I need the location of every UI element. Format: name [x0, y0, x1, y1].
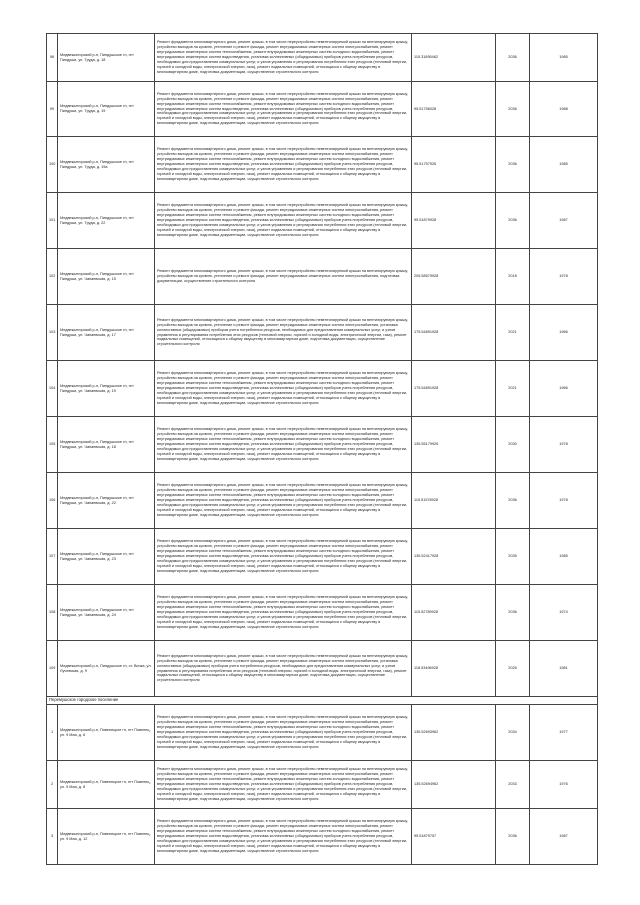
cost-cell: 95.51756028 — [412, 82, 496, 137]
cost-cell: 135.55179926 — [412, 417, 496, 473]
planned-year-cell: 2036 — [496, 34, 530, 82]
address-cell: Медвежьегорский р-н, Пиндушское гп, пгт Пиндуши, ул. Труда, д. 18 — [58, 34, 155, 82]
cost-cell: 115.31895462 — [412, 34, 496, 82]
planned-year-cell: 2036 — [496, 473, 530, 529]
table-row — [47, 473, 598, 529]
build-year-cell: 1966 — [530, 361, 598, 417]
planned-year-cell: 2021 — [496, 361, 530, 417]
cost-cell: 115.51578928 — [412, 473, 496, 529]
cost-cell: 115.52789928 — [412, 585, 496, 641]
table-row — [47, 761, 598, 809]
row-number-cell: 100 — [47, 137, 58, 193]
address-cell: Медвежьегорский р-н, Пиндушское гп, пгт Пиндуши, ул. Чапаевская, д. 23 — [58, 529, 155, 585]
address-cell: Медвежьегорский р-н, Пиндушское гп, пгт Пиндуши, ул. Чапаевская, д. 18 — [58, 417, 155, 473]
address-cell: Медвежьегорский р-н, Пиндушское гп, пгт Пиндуши, ул. Чапаевская, д. 17 — [58, 305, 155, 361]
capital-repair-table — [46, 33, 598, 865]
build-year-cell: 1987 — [530, 809, 598, 865]
address-cell: Медвежьегорский р-н, Пиндушское гп, ст. Вичка, ул. Лучевская, д. 9 — [58, 641, 155, 697]
cost-cell: 135.52417928 — [412, 529, 496, 585]
table-row — [47, 82, 598, 137]
table-row — [47, 249, 598, 305]
row-number-cell: 109 — [47, 641, 58, 697]
address-cell: Медвежьегорский р-н, Повенецкое гп, пгт Повенец, ул. 9 Мая, д. 6 — [58, 705, 155, 761]
row-number-cell: 107 — [47, 529, 58, 585]
address-cell: Медвежьегорский р-н, Повенецкое гп, пгт Повенец, ул. 9 Мая, д. 12 — [58, 809, 155, 865]
works-description-cell: Ремонт фундамента многоквартирного дома, ремонт крыши, в том числе переустройство невентилируемой крыши на вентилируемую крышу, устройство выходов на кровлю, утепление и ремонт фасада, ремонт внутридомовых инженерных систем электроснабжения, ремонт внутридомовых инженерных систем теплоснабжения, ремонт внутридомовых инженерных систем холодного водоснабжения, ремонт внутридомовых инженерных систем водоотведения, установка коллективных (общедомовых) приборов учета потребления ресурсов, необходимых для предоставления коммунальных услуг, и узлов управления и регулирования потребления этих ресурсов (тепловой энергии, горячей и холодной воды, электрической энергии, газа), ремонт подвальных помещений, относящихся к общему имуществу в многоквартирном доме, подготовка документации, осуществление строительного контроля — [155, 809, 412, 865]
row-number-cell: 2 — [47, 761, 58, 809]
planned-year-cell: 2036 — [496, 137, 530, 193]
cost-cell: 135.52693962 — [412, 705, 496, 761]
row-number-cell: 3 — [47, 809, 58, 865]
planned-year-cell: 2030 — [496, 417, 530, 473]
build-year-cell: 1985 — [530, 529, 598, 585]
table-row — [47, 137, 598, 193]
table-row — [47, 361, 598, 417]
cost-cell: 175.54891928 — [412, 361, 496, 417]
address-cell: Медвежьегорский р-н, Пиндушское гп, пгт Пиндуши, ул. Чапаевская, д. 19 — [58, 361, 155, 417]
table-row — [47, 193, 598, 249]
planned-year-cell: 2034 — [496, 705, 530, 761]
works-description-cell: Ремонт фундамента многоквартирного дома, ремонт крыши, в том числе переустройство невентилируемой крыши на вентилируемую крышу, устройство выходов на кровлю, утепление и ремонт фасада, ремонт внутридомовых инженерных систем электроснабжения, ремонт внутридомовых инженерных систем теплоснабжения, ремонт внутридомовых инженерных систем холодного водоснабжения, ремонт внутридомовых инженерных систем водоотведения, установка коллективных (общедомовых) приборов учета потребления ресурсов, необходимых для предоставления коммунальных услуг, и узлов управления и регулирования потребления этих ресурсов (тепловой энергии, горячей и холодной воды, электрической энергии, газа), ремонт подвальных помещений, относящихся к общему имуществу в многоквартирном доме, подготовка документации, осуществление строительного контроля — [155, 137, 412, 193]
build-year-cell: 1985 — [530, 137, 598, 193]
planned-year-cell: 2035 — [496, 529, 530, 585]
planned-year-cell: 2036 — [496, 809, 530, 865]
planned-year-cell: 2036 — [496, 193, 530, 249]
works-description-cell: Ремонт фундамента многоквартирного дома, ремонт крыши, в том числе переустройство невентилируемой крыши на вентилируемую крышу, устройство выходов на кровлю, утепление и ремонт фасада, ремонт внутридомовых инженерных систем электроснабжения, подготовка документации, осуществление строительного контроля — [155, 249, 412, 305]
row-number-cell: 98 — [47, 34, 58, 82]
works-description-cell: Ремонт фундамента многоквартирного дома, ремонт крыши, в том числе переустройство невентилируемой крыши на вентилируемую крышу, устройство выходов на кровлю, утепление и ремонт фасада, ремонт внутридомовых инженерных систем электроснабжения, ремонт внутридомовых инженерных систем теплоснабжения, ремонт внутридомовых инженерных систем холодного водоснабжения, ремонт внутридомовых инженерных систем водоотведения, установка коллективных (общедомовых) приборов учета потребления ресурсов, необходимых для предоставления коммунальных услуг, и узлов управления и регулирования потребления этих ресурсов (тепловой энергии, горячей и холодной воды, электрической энергии, газа), ремонт подвальных помещений, относящихся к общему имуществу в многоквартирном доме, подготовка документации, осуществление строительного контроля — [155, 361, 412, 417]
section-title: Перемушское городское поселение — [47, 697, 598, 705]
address-cell: Медвежьегорский р-н, Повенецкое гп, пгт Повенец, ул. 9 Мая, д. 8 — [58, 761, 155, 809]
table-row — [47, 305, 598, 361]
build-year-cell: 1985 — [530, 34, 598, 82]
table-row — [47, 641, 598, 697]
planned-year-cell: 2036 — [496, 82, 530, 137]
table-row — [47, 585, 598, 641]
works-description-cell: Ремонт фундамента многоквартирного дома, ремонт крыши, в том числе переустройство невентилируемой крыши на вентилируемую крышу, устройство выходов на кровлю, утепление и ремонт фасада, ремонт внутридомовых инженерных систем электроснабжения, ремонт внутридомовых инженерных систем теплоснабжения, ремонт внутридомовых инженерных систем холодного водоснабжения, ремонт внутридомовых инженерных систем водоотведения, установка коллективных (общедомовых) приборов учета потребления ресурсов, необходимых для предоставления коммунальных услуг, и узлов управления и регулирования потребления этих ресурсов (тепловой энергии, горячей и холодной воды, электрической энергии, газа), ремонт подвальных помещений, относящихся к общему имуществу в многоквартирном доме, подготовка документации, осуществление строительного контроля — [155, 193, 412, 249]
table-row — [47, 34, 598, 82]
works-description-cell: Ремонт фундамента многоквартирного дома, ремонт крыши, в том числе переустройство невентилируемой крыши на вентилируемую крышу, устройство выходов на кровлю, утепление и ремонт фасада, ремонт внутридомовых инженерных систем электроснабжения, ремонт внутридомовых инженерных систем теплоснабжения, ремонт внутридомовых инженерных систем холодного водоснабжения, ремонт внутридомовых инженерных систем водоотведения, установка коллективных (общедомовых) приборов учета потребления ресурсов, необходимых для предоставления коммунальных услуг, и узлов управления и регулирования потребления этих ресурсов (тепловой энергии, горячей и холодной воды, электрической энергии, газа), ремонт подвальных помещений, относящихся к общему имуществу в многоквартирном доме, подготовка документации, осуществление строительного контроля — [155, 705, 412, 761]
cost-cell: 95.51879757 — [412, 809, 496, 865]
works-description-cell: Ремонт фундамента многоквартирного дома, ремонт крыши, в том числе переустройство невентилируемой крыши на вентилируемую крышу, устройство выходов на кровлю, утепление и ремонт фасада, ремонт внутридомовых инженерных систем электроснабжения, ремонт внутридомовых инженерных систем теплоснабжения, ремонт внутридомовых инженерных систем холодного водоснабжения, ремонт внутридомовых инженерных систем водоотведения, установка коллективных (общедомовых) приборов учета потребления ресурсов, необходимых для предоставления коммунальных услуг, и узлов управления и регулирования потребления этих ресурсов (тепловой энергии, горячей и холодной воды, электрической энергии, газа), ремонт подвальных помещений, относящихся к общему имуществу в многоквартирном доме, подготовка документации, осуществление строительного контроля — [155, 529, 412, 585]
cost-cell: 135.52694962 — [412, 761, 496, 809]
row-number-cell: 99 — [47, 82, 58, 137]
row-number-cell: 106 — [47, 473, 58, 529]
build-year-cell: 1976 — [530, 761, 598, 809]
planned-year-cell: 2033 — [496, 761, 530, 809]
cost-cell: 118.53496928 — [412, 641, 496, 697]
planned-year-cell: 2021 — [496, 305, 530, 361]
address-cell: Медвежьегорский р-н, Пиндушское гп, пгт Пиндуши, ул. Чапаевская, д. 24 — [58, 585, 155, 641]
row-number-cell: 102 — [47, 249, 58, 305]
planned-year-cell: 2026 — [496, 641, 530, 697]
build-year-cell: 1974 — [530, 585, 598, 641]
row-number-cell: 108 — [47, 585, 58, 641]
row-number-cell: 105 — [47, 417, 58, 473]
row-number-cell: 104 — [47, 361, 58, 417]
planned-year-cell: 2018 — [496, 249, 530, 305]
works-description-cell: Ремонт фундамента многоквартирного дома, ремонт крыши, в том числе переустройство невентилируемой крыши на вентилируемую крышу, устройство выходов на кровлю, утепление и ремонт фасада, ремонт внутридомовых инженерных систем электроснабжения, ремонт внутридомовых инженерных систем теплоснабжения, ремонт внутридомовых инженерных систем холодного водоснабжения, ремонт внутридомовых инженерных систем водоотведения, установка коллективных (общедомовых) приборов учета потребления ресурсов, необходимых для предоставления коммунальных услуг, и узлов управления и регулирования потребления этих ресурсов (тепловой энергии, горячей и холодной воды, электрической энергии, газа), ремонт подвальных помещений, относящихся к общему имуществу в многоквартирном доме, подготовка документации, осуществление строительного контроля — [155, 417, 412, 473]
works-description-cell: Ремонт фундамента многоквартирного дома, ремонт крыши, в том числе переустройство невентилируемой крыши на вентилируемую крышу, устройство выходов на кровлю, утепление и ремонт фасада, ремонт внутридомовых инженерных систем электроснабжения, ремонт внутридомовых инженерных систем теплоснабжения, ремонт внутридомовых инженерных систем холодного водоснабжения, ремонт внутридомовых инженерных систем водоотведения, установка коллективных (общедомовых) приборов учета потребления ресурсов, необходимых для предоставления коммунальных услуг, и узлов управления и регулирования потребления этих ресурсов (тепловой энергии, горячей и холодной воды, электрической энергии, газа), ремонт подвальных помещений, относящихся к общему имуществу в многоквартирном доме, подготовка документации, осуществление строительного контроля — [155, 473, 412, 529]
build-year-cell: 1977 — [530, 705, 598, 761]
build-year-cell: 1987 — [530, 193, 598, 249]
table-row — [47, 529, 598, 585]
row-number-cell: 101 — [47, 193, 58, 249]
table-row — [47, 809, 598, 865]
planned-year-cell: 2036 — [496, 585, 530, 641]
cost-cell: 175.54891928 — [412, 305, 496, 361]
works-description-cell: Ремонт фундамента многоквартирного дома, ремонт крыши, в том числе переустройство невентилируемой крыши на вентилируемую крышу, устройство выходов на кровлю, утепление и ремонт фасада, ремонт внутридомовых инженерных систем электроснабжения, установка коллективных (общедомовых) приборов учета потребления ресурсов, необходимых для предоставления коммунальных услуг, и узлов управления и регулирования потребления этих ресурсов (тепловой энергии, горячей и холодной воды, электрической энергии, газа), ремонт подвальных помещений, относящихся к общему имуществу в многоквартирном доме, подготовка документации, осуществление строительного контроля — [155, 305, 412, 361]
row-number-cell: 103 — [47, 305, 58, 361]
row-number-cell: 1 — [47, 705, 58, 761]
works-description-cell: Ремонт фундамента многоквартирного дома, ремонт крыши, в том числе переустройство невентилируемой крыши на вентилируемую крышу, устройство выходов на кровлю, утепление и ремонт фасада, ремонт внутридомовых инженерных систем электроснабжения, ремонт внутридомовых инженерных систем теплоснабжения, ремонт внутридомовых инженерных систем холодного водоснабжения, ремонт внутридомовых инженерных систем водоотведения, установка коллективных (общедомовых) приборов учета потребления ресурсов, необходимых для предоставления коммунальных услуг, и узлов управления и регулирования потребления этих ресурсов (тепловой энергии, горячей и холодной воды, электрической энергии, газа), ремонт подвальных помещений, относящихся к общему имуществу в многоквартирном доме, подготовка документации, осуществление строительного контроля — [155, 82, 412, 137]
address-cell: Медвежьегорский р-н, Пиндушское гп, пгт Пиндуши, ул. Труда, д. 19а — [58, 137, 155, 193]
works-description-cell: Ремонт фундамента многоквартирного дома, ремонт крыши, в том числе переустройство невентилируемой крыши на вентилируемую крышу, устройство выходов на кровлю, утепление и ремонт фасада, ремонт внутридомовых инженерных систем электроснабжения, ремонт внутридомовых инженерных систем теплоснабжения, ремонт внутридомовых инженерных систем холодного водоснабжения, ремонт внутридомовых инженерных систем водоотведения, установка коллективных (общедомовых) приборов учета потребления ресурсов, необходимых для предоставления коммунальных услуг, и узлов управления и регулирования потребления этих ресурсов (тепловой энергии, горячей и холодной воды, электрической энергии, газа), ремонт подвальных помещений, относящихся к общему имуществу в многоквартирном доме, подготовка документации, осуществление строительного контроля — [155, 585, 412, 641]
works-description-cell: Ремонт фундамента многоквартирного дома, ремонт крыши, в том числе переустройство невентилируемой крыши на вентилируемую крышу, устройство выходов на кровлю, утепление и ремонт фасада, ремонт внутридомовых инженерных систем электроснабжения, установка коллективных (общедомовых) приборов учета потребления ресурсов, необходимых для предоставления коммунальных услуг, и узлов управления и регулирования потребления этих ресурсов (тепловой энергии, горячей и холодной воды, электрической энергии, газа), ремонт подвальных помещений, относящихся к общему имуществу в многоквартирном доме, подготовка документации, осуществление строительного контроля — [155, 641, 412, 697]
build-year-cell: 1978 — [530, 417, 598, 473]
cost-cell: 95.51879928 — [412, 193, 496, 249]
works-description-cell: Ремонт фундамента многоквартирного дома, ремонт крыши, в том числе переустройство невентилируемой крыши на вентилируемую крышу, устройство выходов на кровлю, утепление и ремонт фасада, ремонт внутридомовых инженерных систем электроснабжения, ремонт внутридомовых инженерных систем теплоснабжения, ремонт внутридомовых инженерных систем холодного водоснабжения, ремонт внутридомовых инженерных систем водоотведения, установка коллективных (общедомовых) приборов учета потребления ресурсов, необходимых для предоставления коммунальных услуг, и узлов управления и регулирования потребления этих ресурсов (тепловой энергии, горячей и холодной воды, электрической энергии, газа), ремонт подвальных помещений, относящихся к общему имуществу в многоквартирном доме, подготовка документации, осуществление строительного контроля — [155, 761, 412, 809]
build-year-cell: 1966 — [530, 305, 598, 361]
table-row — [47, 705, 598, 761]
address-cell: Медвежьегорский р-н, Пиндушское гп, пгт Пиндуши, ул. Труда, д. 19 — [58, 82, 155, 137]
build-year-cell: 1981 — [530, 641, 598, 697]
address-cell: Медвежьегорский р-н, Пиндушское гп, пгт Пиндуши, ул. Труда, д. 22 — [58, 193, 155, 249]
works-description-cell: Ремонт фундамента многоквартирного дома, ремонт крыши, в том числе переустройство невентилируемой крыши на вентилируемую крышу, устройство выходов на кровлю, утепление и ремонт фасада, ремонт внутридомовых инженерных систем электроснабжения, ремонт внутридомовых инженерных систем теплоснабжения, ремонт внутридомовых инженерных систем холодного водоснабжения, ремонт внутридомовых инженерных систем водоотведения, установка коллективных (общедомовых) приборов учета потребления ресурсов, необходимых для предоставления коммунальных услуг, и узлов управления и регулирования потребления этих ресурсов (тепловой энергии, горячей и холодной воды, электрической энергии, газа), ремонт подвальных помещений, относящихся к общему имуществу в многоквартирном доме, подготовка документации, осуществление строительного контроля — [155, 34, 412, 82]
address-cell: Медвежьегорский р-н, Пиндушское гп, пгт Пиндуши, ул. Чапаевская, д. 22 — [58, 473, 155, 529]
build-year-cell: 1988 — [530, 82, 598, 137]
cost-cell: 205.58579928 — [412, 249, 496, 305]
table-row — [47, 417, 598, 473]
build-year-cell: 1978 — [530, 473, 598, 529]
cost-cell: 95.51757926 — [412, 137, 496, 193]
address-cell: Медвежьегорский р-н, Пиндушское гп, пгт Пиндуши, ул. Чапаевская, д. 15 — [58, 249, 155, 305]
section-header-row — [47, 697, 598, 705]
build-year-cell: 1978 — [530, 249, 598, 305]
